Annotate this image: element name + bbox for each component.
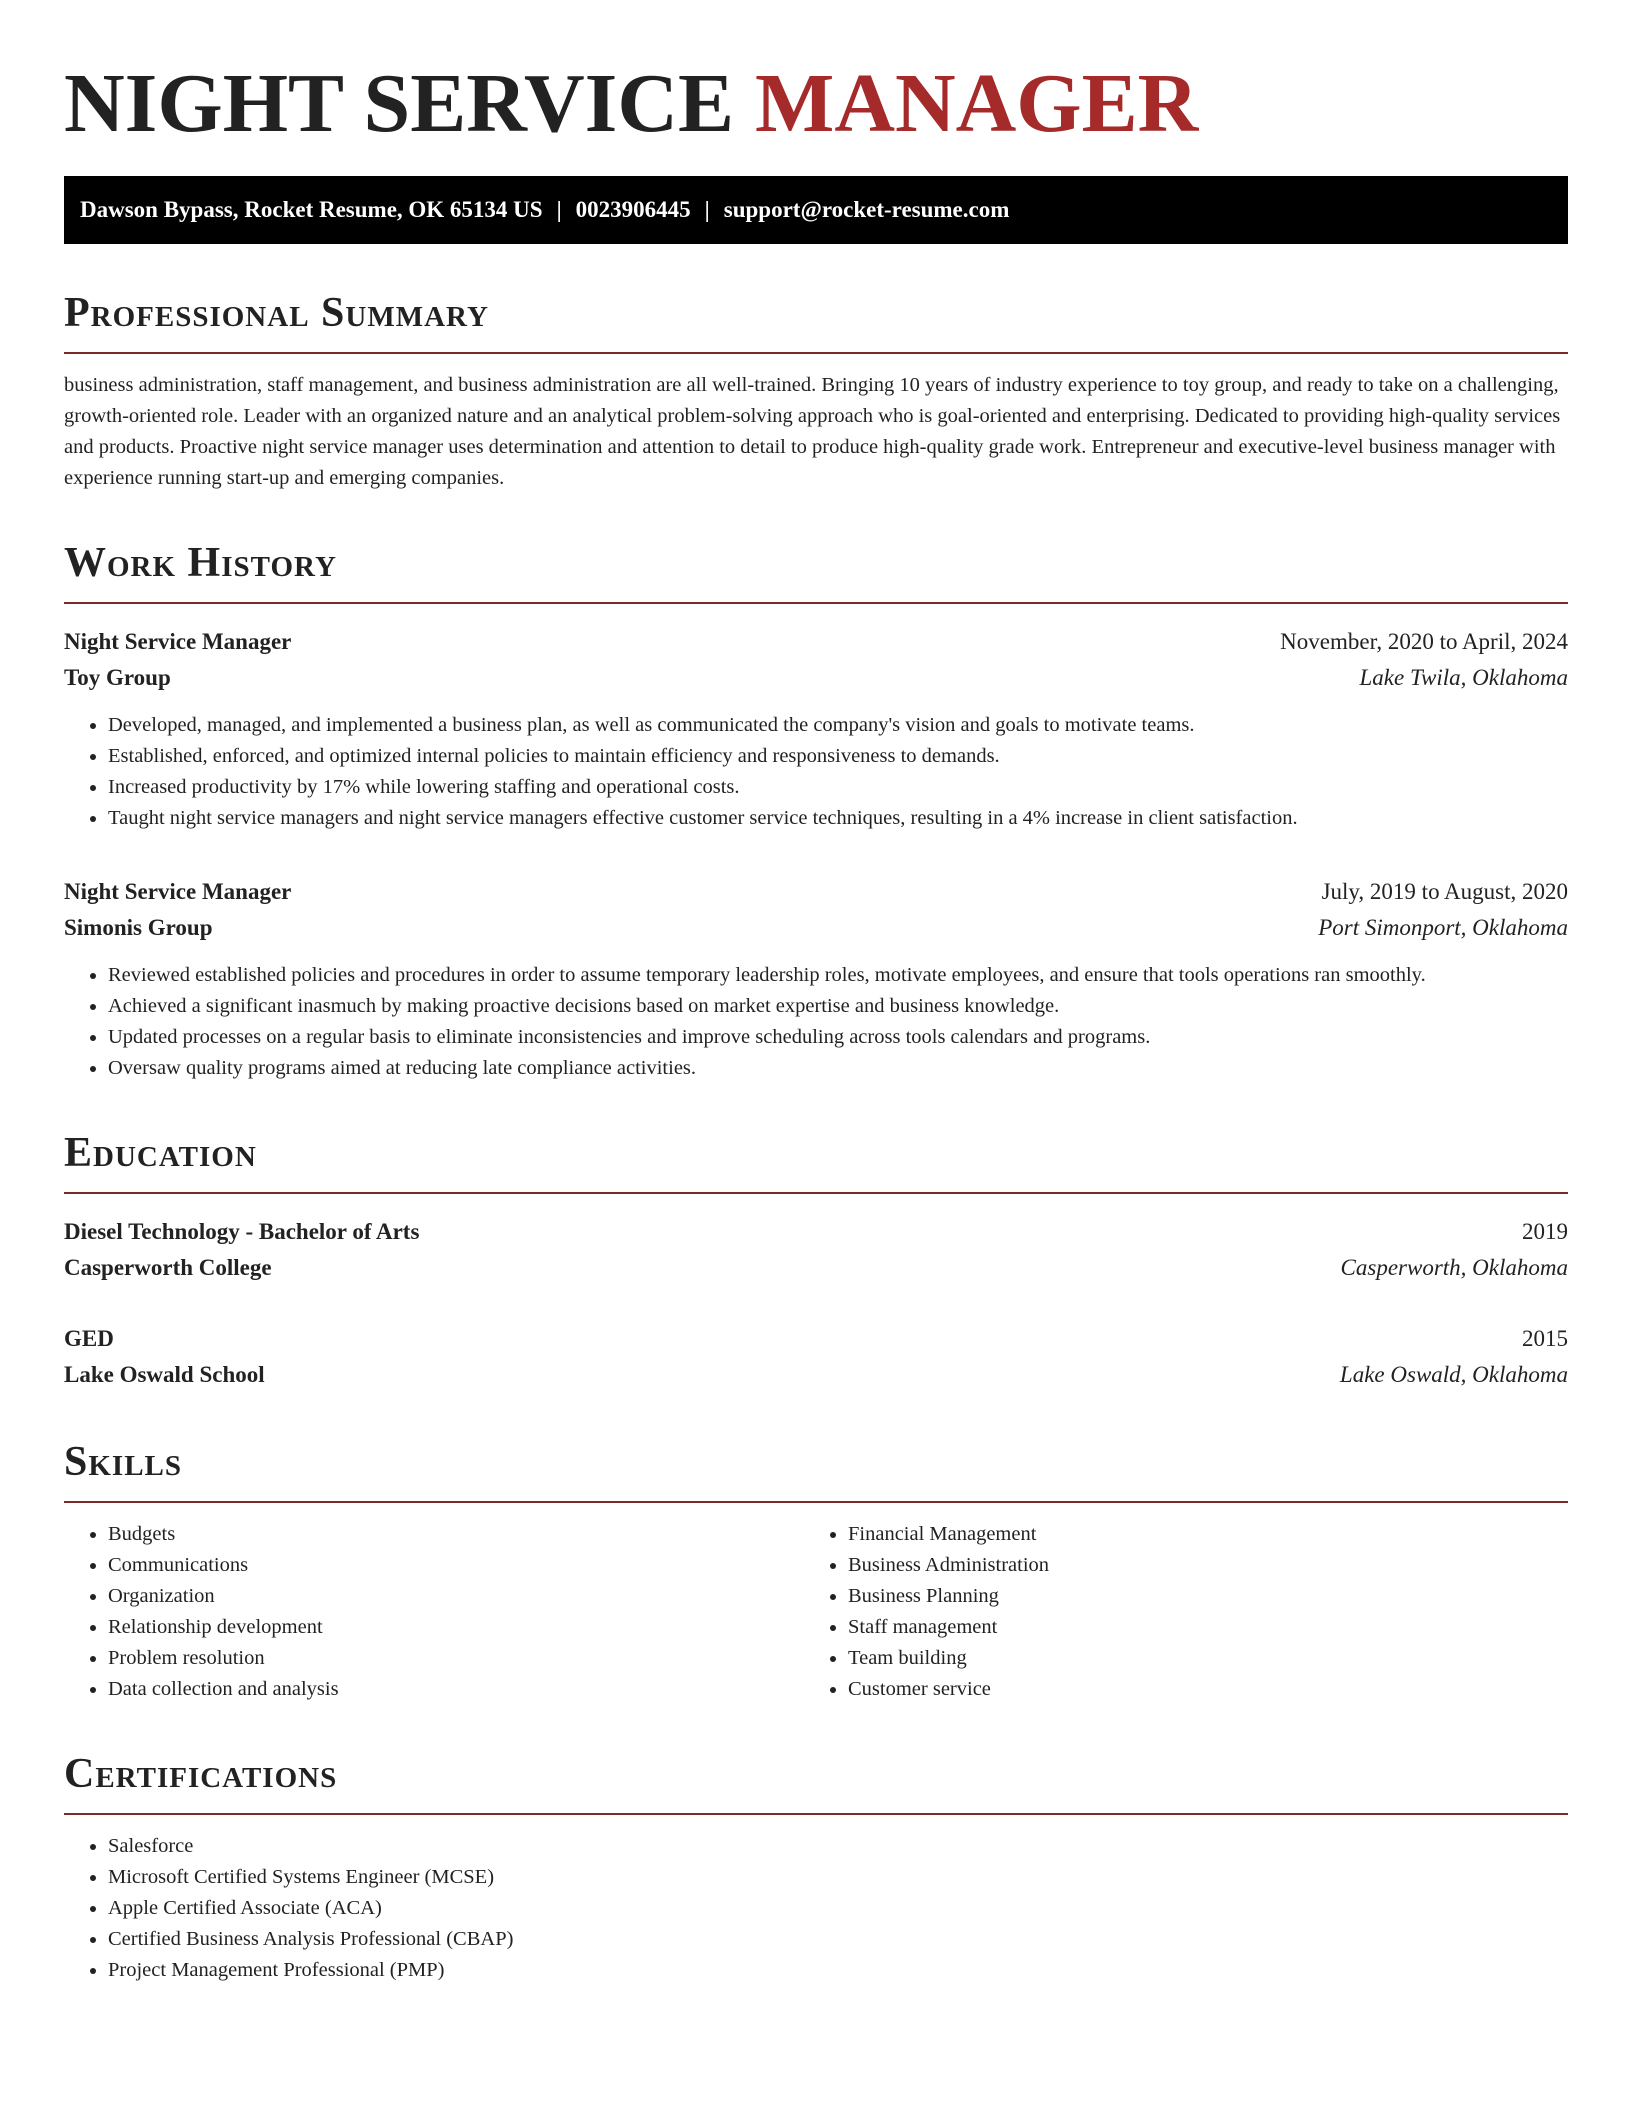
job-title: Night Service Manager [64, 629, 292, 654]
skill-item: • Business Planning [848, 1581, 1568, 1612]
candidate-name [64, 54, 1568, 154]
education-degree: GED [64, 1326, 114, 1351]
job-bullet: • Established, enforced, and optimized internal policies to maintain efficiency and responsiveness to demands. [108, 741, 1568, 772]
skill-item: • Data collection and analysis [108, 1674, 804, 1705]
certification-item: • Salesforce [108, 1831, 1568, 1862]
education-entry [64, 1321, 1568, 1393]
job-bullet: • Increased productivity by 17% while lowering staffing and operational costs. [108, 772, 1568, 803]
summary-heading: Professional Summary [64, 288, 1568, 354]
education-year: 2019 [1522, 1219, 1568, 1244]
job-bullet: • Oversaw quality programs aimed at reducing late compliance activities. [108, 1053, 1568, 1084]
skill-item: • Relationship development [108, 1612, 804, 1643]
skill-item: • Customer service [848, 1674, 1568, 1705]
skills-grid [64, 1519, 1568, 1705]
job-title: Night Service Manager [64, 879, 292, 904]
name-first: NIGHT SERVICE [64, 57, 735, 150]
job-bullets [64, 960, 1568, 1084]
skill-item: • Business Administration [848, 1550, 1568, 1581]
name-last: MANAGER [755, 57, 1199, 150]
job-bullet: • Reviewed established policies and procedures in order to assume temporary leadership roles, motivate employees, and ensure that tools operations ran smoothly. [108, 960, 1568, 991]
job-bullet: • Updated processes on a regular basis to eliminate inconsistencies and improve scheduling across tools calendars and programs. [108, 1022, 1568, 1053]
job-dates: July, 2019 to August, 2020 [1321, 879, 1568, 904]
job-bullet: • Achieved a significant inasmuch by making proactive decisions based on market expertise and business knowledge. [108, 991, 1568, 1022]
certification-item: • Certified Business Analysis Professional (CBAP) [108, 1924, 1568, 1955]
work-history-heading: Work History [64, 538, 1568, 604]
education-heading: Education [64, 1128, 1568, 1194]
job-bullet: • Developed, managed, and implemented a business plan, as well as communicated the company's vision and goals to motivate teams. [108, 710, 1568, 741]
skill-item: • Organization [108, 1581, 804, 1612]
education-school: Lake Oswald School [64, 1362, 265, 1387]
skill-item: • Financial Management [848, 1519, 1568, 1550]
skills-heading: Skills [64, 1437, 1568, 1503]
job-entry [64, 624, 1568, 834]
job-location: Port Simonport, Oklahoma [1318, 915, 1568, 940]
contact-separator: | [556, 197, 562, 222]
education-degree: Diesel Technology - Bachelor of Arts [64, 1219, 420, 1244]
skill-item: • Budgets [108, 1519, 804, 1550]
contact-email: support@rocket-resume.com [723, 197, 1010, 222]
job-location: Lake Twila, Oklahoma [1359, 665, 1568, 690]
education-entry [64, 1214, 1568, 1286]
certifications-heading: Certifications [64, 1749, 1568, 1815]
job-bullet: • Taught night service managers and night service managers effective customer service techniques, resulting in a 4% increase in client satisfaction. [108, 803, 1568, 834]
contact-bar [64, 176, 1568, 244]
skill-item: • Communications [108, 1550, 804, 1581]
certifications-list [64, 1831, 1568, 1986]
education-year: 2015 [1522, 1326, 1568, 1351]
skill-item: • Team building [848, 1643, 1568, 1674]
education-location: Lake Oswald, Oklahoma [1339, 1362, 1568, 1387]
summary-text: business administration, staff management, and business administration are all well-trained. Bringing 10 years of industry experience to toy group, and ready to take on a challenging, growth-oriented role. Leader with an organized nature and an analytical problem-solving approach who is goal-oriented and enterprising. Dedicated to providing high-quality services and products. Proactive night service manager uses determination and attention to detail to produce high-quality grade work. Entrepreneur and executive-level business manager with experience running start-up and emerging companies. [64, 374, 1561, 489]
job-bullets [64, 710, 1568, 834]
contact-separator: | [704, 197, 710, 222]
skills-list-right [804, 1519, 1568, 1705]
certification-item: • Project Management Professional (PMP) [108, 1955, 1568, 1986]
skill-item: • Staff management [848, 1612, 1568, 1643]
job-dates: November, 2020 to April, 2024 [1280, 629, 1568, 654]
job-company: Toy Group [64, 665, 171, 690]
certification-item: • Microsoft Certified Systems Engineer (MCSE) [108, 1862, 1568, 1893]
job-company: Simonis Group [64, 915, 213, 940]
certification-item: • Apple Certified Associate (ACA) [108, 1893, 1568, 1924]
skills-list-left [64, 1519, 804, 1705]
contact-address: Dawson Bypass, Rocket Resume, OK 65134 US [80, 197, 543, 222]
skill-item: • Problem resolution [108, 1643, 804, 1674]
education-school: Casperworth College [64, 1255, 272, 1280]
job-entry [64, 874, 1568, 1084]
education-location: Casperworth, Oklahoma [1340, 1255, 1568, 1280]
contact-phone: 0023906445 [575, 197, 691, 222]
